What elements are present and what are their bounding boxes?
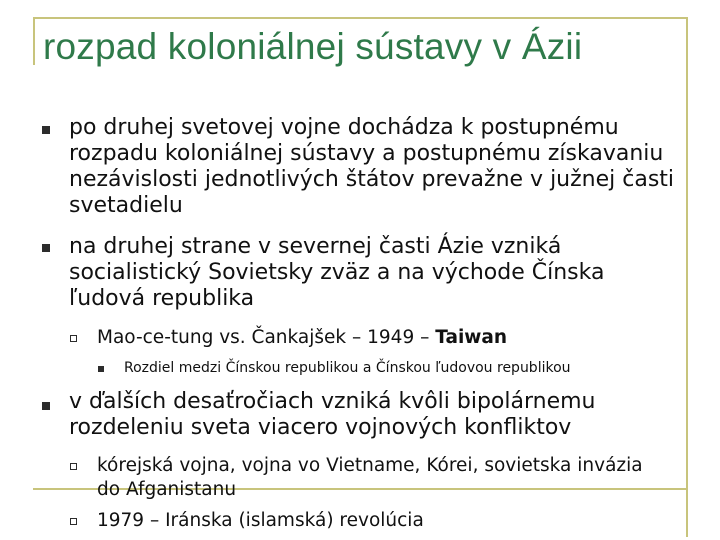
hollow-square-bullet-icon xyxy=(70,518,77,525)
sub-bullet-text-bold: Taiwan xyxy=(435,327,508,348)
bullet-text: v ďalších desaťročiach vzniká kvôli bipolárnemu rozdeleniu sveta viacero vojnových konfliktov xyxy=(69,389,596,440)
frame-line-top xyxy=(33,17,688,19)
frame-line-right xyxy=(686,17,688,537)
sub-sub-bullet-text: Rozdiel medzi Čínskou republikou a Čínskou ľudovou republikou xyxy=(124,360,571,376)
square-bullet-icon xyxy=(98,366,104,372)
bullet-text: po druhej svetovej vojne dochádza k postupnému rozpadu koloniálnej sústavy a postupnému získavaniu nezávislosti jednotlivých štátov prevažne v južnej časti svetadielu xyxy=(69,115,675,218)
sub-bullet-text: 1979 – Iránska (islamská) revolúcia xyxy=(97,510,424,531)
square-bullet-icon xyxy=(42,244,50,252)
frame-line-left xyxy=(33,17,35,65)
square-bullet-icon xyxy=(42,402,50,410)
hollow-square-bullet-icon xyxy=(70,335,77,342)
sub-bullet-text-plain: Mao-ce-tung vs. Čankajšek – 1949 – xyxy=(97,327,436,348)
sub-bullet-text xyxy=(97,326,667,350)
square-bullet-icon xyxy=(42,126,50,134)
sub-bullet-text: kórejská vojna, vojna vo Vietname, Kórei, sovietska invázia do Afganistanu xyxy=(97,455,643,500)
hollow-square-bullet-icon xyxy=(70,463,77,470)
slide-title: rozpad koloniálnej sústavy v Ázii xyxy=(43,26,583,67)
bullet-text: na druhej strane v severnej časti Ázie vzniká socialistický Sovietsky zväz a na východe Čínska ľudová republika xyxy=(69,234,605,311)
